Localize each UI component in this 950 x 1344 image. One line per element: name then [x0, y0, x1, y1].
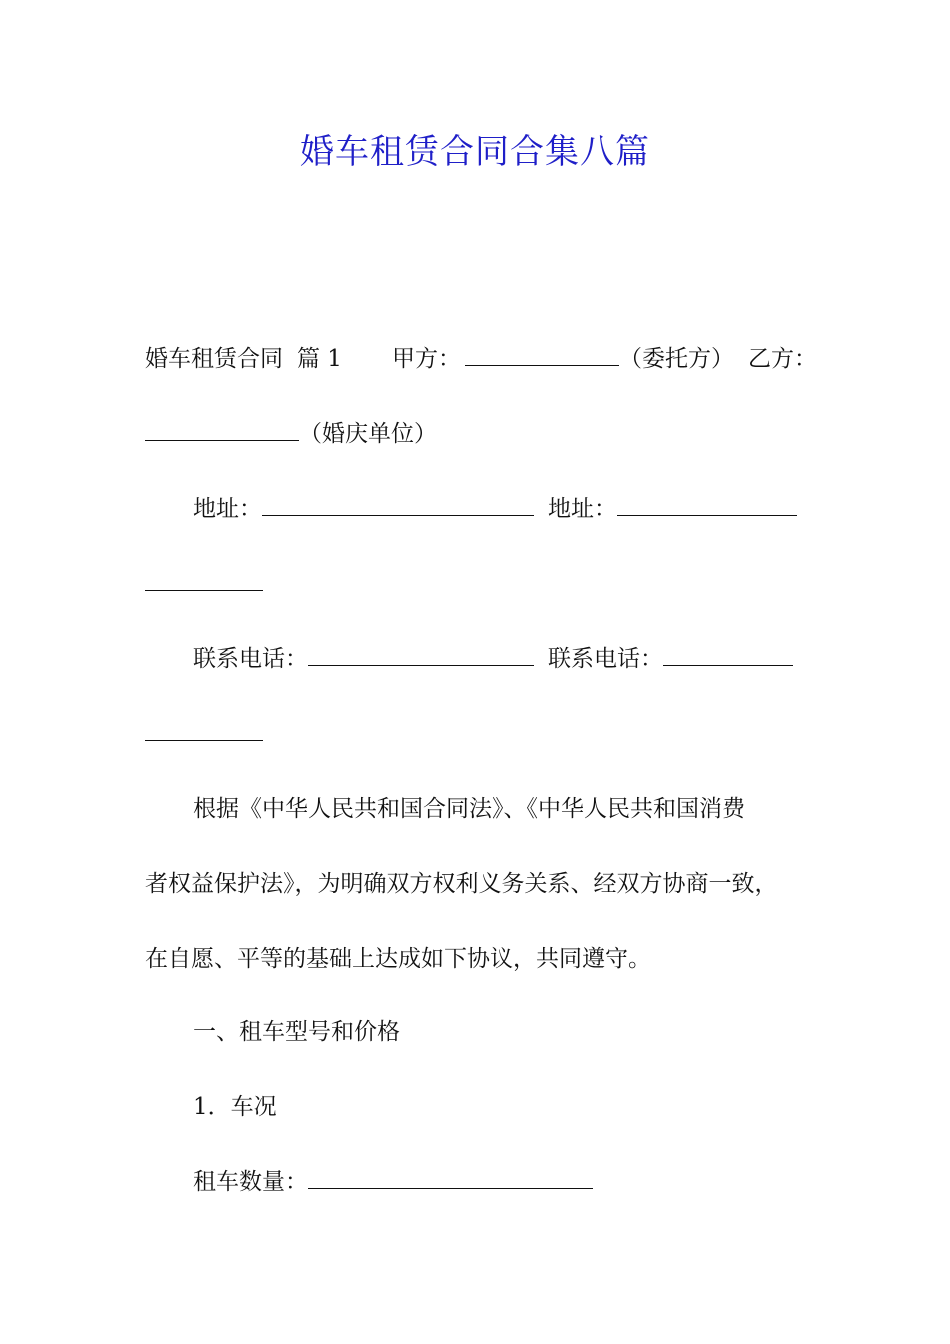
phone-continuation: [145, 718, 825, 750]
paragraph-line-2: 者权益保护法》，为明确双方权利义务关系、经双方协商一致，: [145, 871, 778, 897]
rental-quantity-blank: [308, 1166, 593, 1189]
address-label-a: 地址：: [193, 496, 262, 522]
party-a-blank: [465, 343, 619, 366]
address-b-blank-continued: [145, 568, 263, 591]
paragraph-line-3: 在自愿、平等的基础上达成如下协议，共同遵守。: [145, 946, 651, 972]
phone-label-b: 联系电话：: [548, 646, 663, 672]
contract-heading-line: [145, 343, 825, 375]
contract-name: 婚车租赁合同: [145, 346, 283, 372]
phone-label-a: 联系电话：: [193, 646, 308, 672]
section-heading: 一、租车型号和价格: [193, 1019, 400, 1045]
phone-b-blank-continued: [145, 718, 263, 741]
address-continuation: [145, 568, 825, 600]
address-a-blank: [262, 493, 534, 516]
party-b-blank: [145, 418, 299, 441]
rental-quantity-line: [193, 1166, 873, 1198]
contract-part: 篇 1: [297, 346, 342, 372]
party-b-role: （婚庆单位）: [299, 421, 437, 447]
party-b-label: 乙方：: [747, 346, 817, 372]
rental-quantity-label: 租车数量：: [193, 1169, 308, 1195]
address-line: [193, 493, 873, 525]
document-title: 婚车租赁合同合集八篇: [300, 132, 650, 172]
address-label-b: 地址：: [548, 496, 617, 522]
phone-a-blank: [308, 643, 534, 666]
party-a-label: 甲方：: [391, 346, 461, 372]
address-b-blank: [617, 493, 797, 516]
party-b-line: [145, 418, 825, 450]
phone-line: [193, 643, 873, 675]
item-heading: 1．车况: [193, 1094, 277, 1120]
phone-b-blank: [663, 643, 793, 666]
paragraph-line-1: 根据《中华人民共和国合同法》、《中华人民共和国消费: [193, 796, 745, 822]
party-a-role: （委托方）: [618, 346, 734, 372]
